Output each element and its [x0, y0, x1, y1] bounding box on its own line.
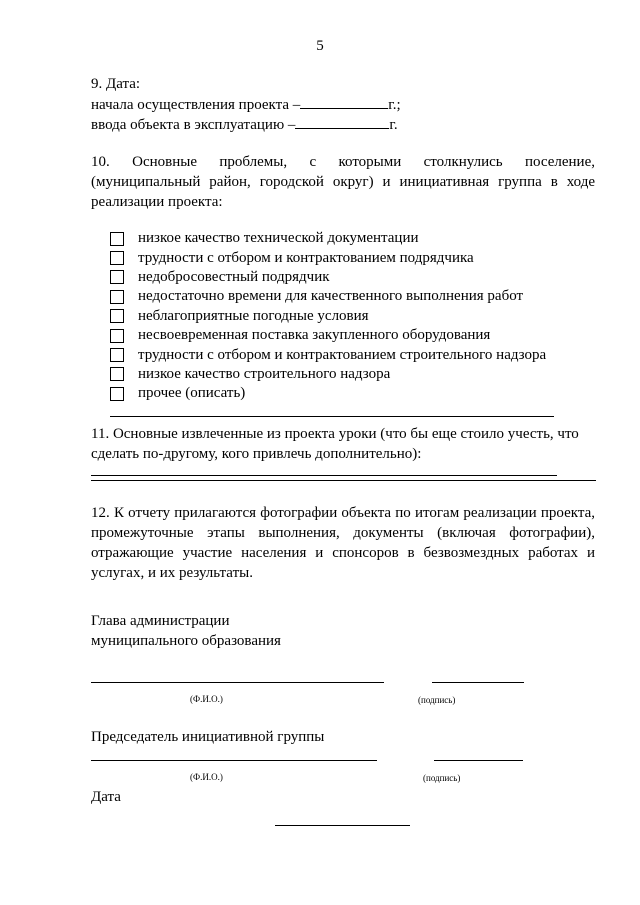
checkbox[interactable]: [110, 348, 124, 362]
head-signature-line[interactable]: [432, 682, 524, 683]
commission-blank[interactable]: [295, 114, 389, 129]
chair-signature-caption: (подпись): [423, 773, 461, 783]
section11-line-1: 11. Основные извлеченные из проекта уроки (что бы еще стоило учесть, что: [91, 426, 579, 442]
head-signature-caption: (подпись): [418, 695, 456, 705]
checkbox[interactable]: [110, 387, 124, 401]
checklist-item: [110, 345, 546, 364]
checkbox[interactable]: [110, 251, 124, 265]
section9-title: 9. Дата:: [91, 76, 141, 92]
head-fio-line[interactable]: [91, 682, 384, 683]
page-number: 5: [316, 38, 324, 54]
project-start-blank[interactable]: [300, 94, 388, 109]
chair-fio-line[interactable]: [91, 760, 377, 761]
section10-line-2: (муниципальный район, городской округ) и инициативная группа в ходе: [91, 174, 595, 190]
commission-label: ввода объекта в эксплуатацию –: [91, 117, 296, 133]
checklist-item: [110, 365, 546, 384]
chair-signature-line[interactable]: [434, 760, 523, 761]
checklist-item: [110, 307, 546, 326]
checklist-item: [110, 229, 546, 248]
lessons-line-1[interactable]: [91, 475, 557, 476]
other-description-line[interactable]: [110, 416, 554, 417]
commission-date: [91, 114, 398, 135]
checkbox[interactable]: [110, 290, 124, 304]
checklist-label: трудности с отбором и контрактованием подрядчика: [138, 249, 474, 266]
project-start-date: [91, 94, 401, 115]
date-line[interactable]: [275, 825, 410, 826]
section10-line-1: 10. Основные проблемы, с которыми столкнулись поселение,: [91, 154, 595, 170]
lessons-line-2[interactable]: [91, 480, 596, 481]
commission-suffix: г.: [389, 117, 398, 133]
head-title-line-1: Глава администрации: [91, 613, 230, 629]
checklist-item: [110, 268, 546, 287]
section11-line-2: сделать по-другому, кого привлечь дополнительно):: [91, 446, 422, 462]
section10-line-3: реализации проекта:: [91, 194, 223, 210]
checklist-item: [110, 248, 546, 267]
section12-line-3: отражающие участие населения и спонсоров в безвозмездных работах и: [91, 545, 595, 561]
checklist-item: [110, 326, 546, 345]
checklist-label: недостаточно времени для качественного выполнения работ: [138, 288, 524, 305]
project-start-label: начала осуществления проекта –: [91, 97, 301, 113]
checklist-label: неблагоприятные погодные условия: [138, 307, 369, 324]
checkbox[interactable]: [110, 232, 124, 246]
section12-line-4: услугах, и их результаты.: [91, 565, 253, 581]
checklist-item: [110, 384, 546, 403]
checkbox[interactable]: [110, 367, 124, 381]
head-title-line-2: муниципального образования: [91, 633, 281, 649]
checklist-label: низкое качество технической документации: [138, 230, 419, 247]
project-start-suffix: г.;: [388, 97, 401, 113]
checkbox[interactable]: [110, 329, 124, 343]
checklist-label: трудности с отбором и контрактованием строительного надзора: [138, 346, 547, 363]
checkbox[interactable]: [110, 309, 124, 323]
chair-title: Председатель инициативной группы: [91, 729, 325, 745]
checklist-label: несвоевременная поставка закупленного оборудования: [138, 327, 491, 344]
chair-fio-caption: (Ф.И.О.): [190, 772, 223, 782]
checklist-label: низкое качество строительного надзора: [138, 365, 391, 382]
checkbox[interactable]: [110, 270, 124, 284]
section12-line-2: промежуточные этапы выполнения, документы (включая фотографии),: [91, 525, 595, 541]
problems-checklist: [110, 229, 546, 404]
checklist-label: прочее (описать): [138, 385, 246, 402]
checklist-label: недобросовестный подрядчик: [138, 268, 330, 285]
checklist-item: [110, 287, 546, 306]
head-fio-caption: (Ф.И.О.): [190, 694, 223, 704]
section12-line-1: 12. К отчету прилагаются фотографии объекта по итогам реализации проекта,: [91, 505, 595, 521]
date-label: Дата: [91, 789, 121, 805]
